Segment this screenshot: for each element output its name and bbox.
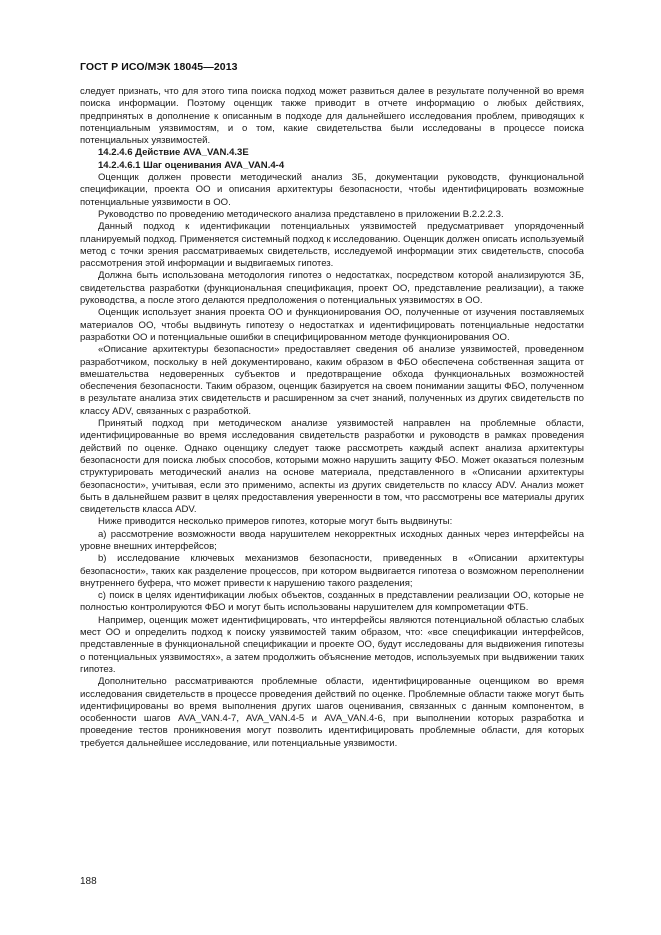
paragraph: «Описание архитектуры безопасности» предоставляет сведения об анализе уязвимостей, проведенном разработчиком, поскольку в ней документировано, каким образом в ФБО обеспечена собственная защита от вмешательства недоверенных субъектов и предотвращение обхода функциональных возможностей обеспечения безопасности. Таким образом, оценщик базируется на своем понимании защиты ФБО, полученном в результате анализа этих свидетельств и расширенном за счет знаний, полученных из других свидетельств по классу ADV, связанных с разработкой.	[80, 344, 584, 417]
paragraph: Ниже приводится несколько примеров гипотез, которые могут быть выдвинуты:	[98, 516, 453, 528]
paragraph: Оценщик использует знания проекта ОО и функционирования ОО, полученные от изучения поставляемых материалов ОО, чтобы выдвинуть гипотезу о недостатках и идентифицировать потенциальные недостатки разработки ОО и потенциальные ошибки в специфицированном методе функционирования ОО.	[80, 307, 584, 343]
paragraph: Принятый подход при методическом анализе уязвимостей направлен на проблемные области, идентифицированные во время исследования свидетельств разработки и руководств в рамках проведения действий по оценке. Однако оценщику следует также рассмотреть каждый аспект анализа архитектуры безопасности для поиска любых способов, которыми можно нарушить защиту ФБО. Может оказаться полезным структурировать методический анализ на основе материала, представленного в «Описании архитектуры безопасности», учитывая, если это применимо, аспекты из других свидетельств по классу ADV. Анализ может быть в дальнейшем развит в целях предоставления уверенности в том, что рассмотрены все материалы других свидетельств класса ADV.	[80, 418, 584, 516]
section-heading: 14.2.4.6.1 Шаг оценивания AVA_VAN.4-4	[98, 159, 285, 171]
paragraph: Руководство по проведению методического анализа представлено в приложении В.2.2.2.3.	[98, 208, 504, 220]
page-number: 188	[80, 876, 97, 887]
paragraph: с) поиск в целях идентификации любых объектов, созданных в представлении реализации ОО, которые не полностью контролируются ФБО и могут быть использованы нарушителем для компрометации ФТБ.	[80, 590, 584, 614]
paragraph: b) исследование ключевых механизмов безопасности, приведенных в «Описании архитектуры безопасности», таких как разделение процессов, при котором выдвигается гипотеза о возможном переполнении внутреннего буфера, что может привести к нарушению такого разделения;	[80, 553, 584, 589]
paragraph: а) рассмотрение возможности ввода нарушителем некорректных исходных данных через интерфейсы на уровне внешних интерфейсов;	[80, 528, 584, 552]
paragraph: Оценщик должен провести методический анализ ЗБ, документации руководств, функциональной спецификации, проекта ОО и описания архитектуры безопасности, чтобы идентифицировать возможные потенциальные уязвимости в ОО.	[80, 172, 584, 208]
document-header: ГОСТ Р ИСО/МЭК 18045—2013	[80, 61, 238, 73]
paragraph: следует признать, что для этого типа поиска подход может развиться далее в результате полученной во время поиска информации. Поэтому оценщик также приводит в отчете информацию о любых действиях, предпринятых в дополнение к описанным в подходе для дальнейшего исследования проблем, приводящих к потенциальным уязвимостям, и о том, какие свидетельства были исследованы в процессе поиска потенциальных уязвимостей.	[80, 86, 584, 147]
document-body	[80, 86, 584, 750]
paragraph: Дополнительно рассматриваются проблемные области, идентифицированные оценщиком во время исследования свидетельств в процессе проведения действий по оценке. Проблемные области также могут быть идентифицированы во время выполнения других шагов оценивания, связанных с данным компонентом, в особенности шагов AVA_VAN.4-7, AVA_VAN.4-5 и AVA_VAN.4-6, при выполнении которых разработка и проведение тестов проникновения могут позволить идентифицировать проблемные области, для которых требуется дальнейшее исследование, или потенциальные уязвимости.	[80, 676, 584, 749]
section-heading: 14.2.4.6 Действие AVA_VAN.4.3E	[98, 147, 249, 159]
paragraph: Должна быть использована методология гипотез о недостатках, посредством которой анализируются ЗБ, свидетельства разработки (функциональная спецификация, проект ОО, представление реализации), а также руководства, а после этого делаются предположения о потенциальных уязвимостях в ОО.	[80, 270, 584, 307]
paragraph: Данный подход к идентификации потенциальных уязвимостей предусматривает упорядоченный планируемый подход. Применяется системный подход к исследованию. Оценщик должен описать используемый метод с точки зрения рассматриваемых свидетельств, исследуемой информации этих свидетельств, способа рассмотрения этой информации и выдвигаемых гипотез.	[80, 221, 584, 270]
paragraph: Например, оценщик может идентифицировать, что интерфейсы являются потенциальной областью слабых мест ОО и определить подход к поиску уязвимостей таким образом, что: «все спецификации интерфейсов, представленные в функциональной спецификации и проекте ОО, будут исследованы для выдвижения гипотезы о потенциальных уязвимостях», а затем продолжить объяснение методов, используемых при выдвижении таких гипотез.	[80, 614, 584, 675]
